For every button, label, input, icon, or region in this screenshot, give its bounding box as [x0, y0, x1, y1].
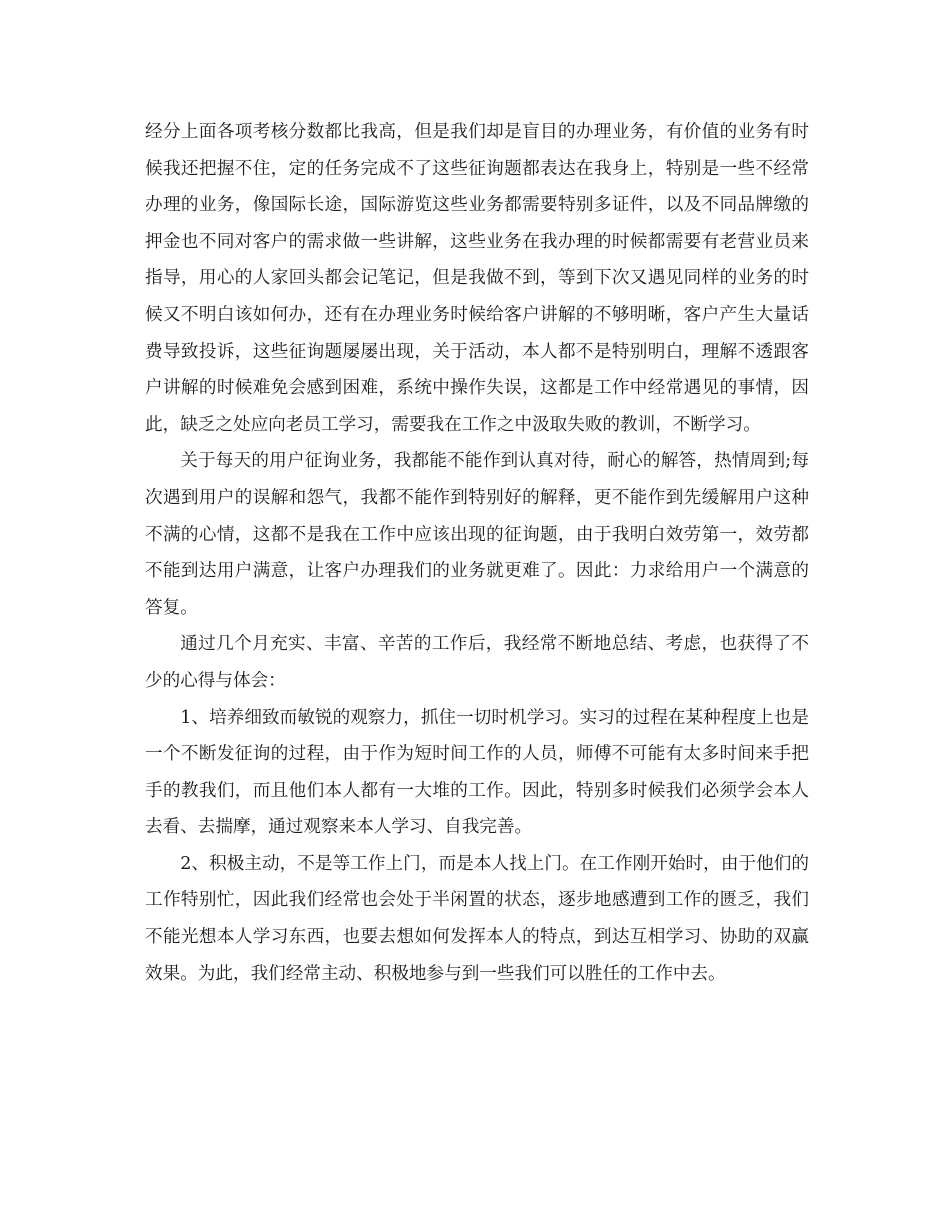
paragraph-2: 关于每天的用户征询业务，我都能不能作到认真对待，耐心的解答，热情周到;每次遇到用户的误解和怨气，我都不能作到特别好的解释，更不能作到先缓解用户这种不满的心情，这都不是我在工作中应该出现的征询题，由于我明白效劳第一，效劳都不能到达用户满意，让客户办理我们的业务就更难了。因此：力求给用户一个满意的答复。: [145, 451, 809, 618]
paragraph-4: 1、培养细致而敏锐的观察力，抓住一切时机学习。实习的过程在某种程度上也是一个不断发征询的过程，由于作为短时间工作的人员，师傅不可能有太多时间来手把手的教我们，而且他们本人都有一大堆的工作。因此，特别多时候我们必须学会本人去看、去揣摩，通过观察来本人学习、自我完善。: [145, 707, 809, 838]
paragraph-5: 2、积极主动，不是等工作上门，而是本人找上门。在工作刚开始时，由于他们的工作特别忙，因此我们经常也会处于半闲置的状态，逐步地感遭到工作的匮乏，我们不能光想本人学习东西，也要去想如何发挥本人的特点，到达互相学习、协助的双赢效果。为此，我们经常主动、积极地参与到一些我们可以胜任的工作中去。: [145, 853, 809, 984]
paragraph-1: 经分上面各项考核分数都比我高，但是我们却是盲目的办理业务，有价值的业务有时候我还把握不住，定的任务完成不了这些征询题都表达在我身上，特别是一些不经常办理的业务，像国际长途，国际游览这些业务都需要特别多证件，以及不同品牌缴的押金也不同对客户的需求做一些讲解，这些业务在我办理的时候都需要有老营业员来指导，用心的人家回头都会记笔记，但是我做不到，等到下次又遇见同样的业务的时候又不明白该如何办，还有在办理业务时候给客户讲解的不够明晰，客户产生大量话费导致投诉，这些征询题屡屡出现，关于活动，本人都不是特别明白，理解不透跟客户讲解的时候难免会感到困难，系统中操作失误，这都是工作中经常遇见的事情，因此，缺乏之处应向老员工学习，需要我在工作之中汲取失败的教训，不断学习。: [145, 122, 809, 435]
paragraph-3: 通过几个月充实、丰富、辛苦的工作后，我经常不断地总结、考虑，也获得了不少的心得与体会：: [145, 634, 809, 691]
document-body: [145, 114, 809, 992]
